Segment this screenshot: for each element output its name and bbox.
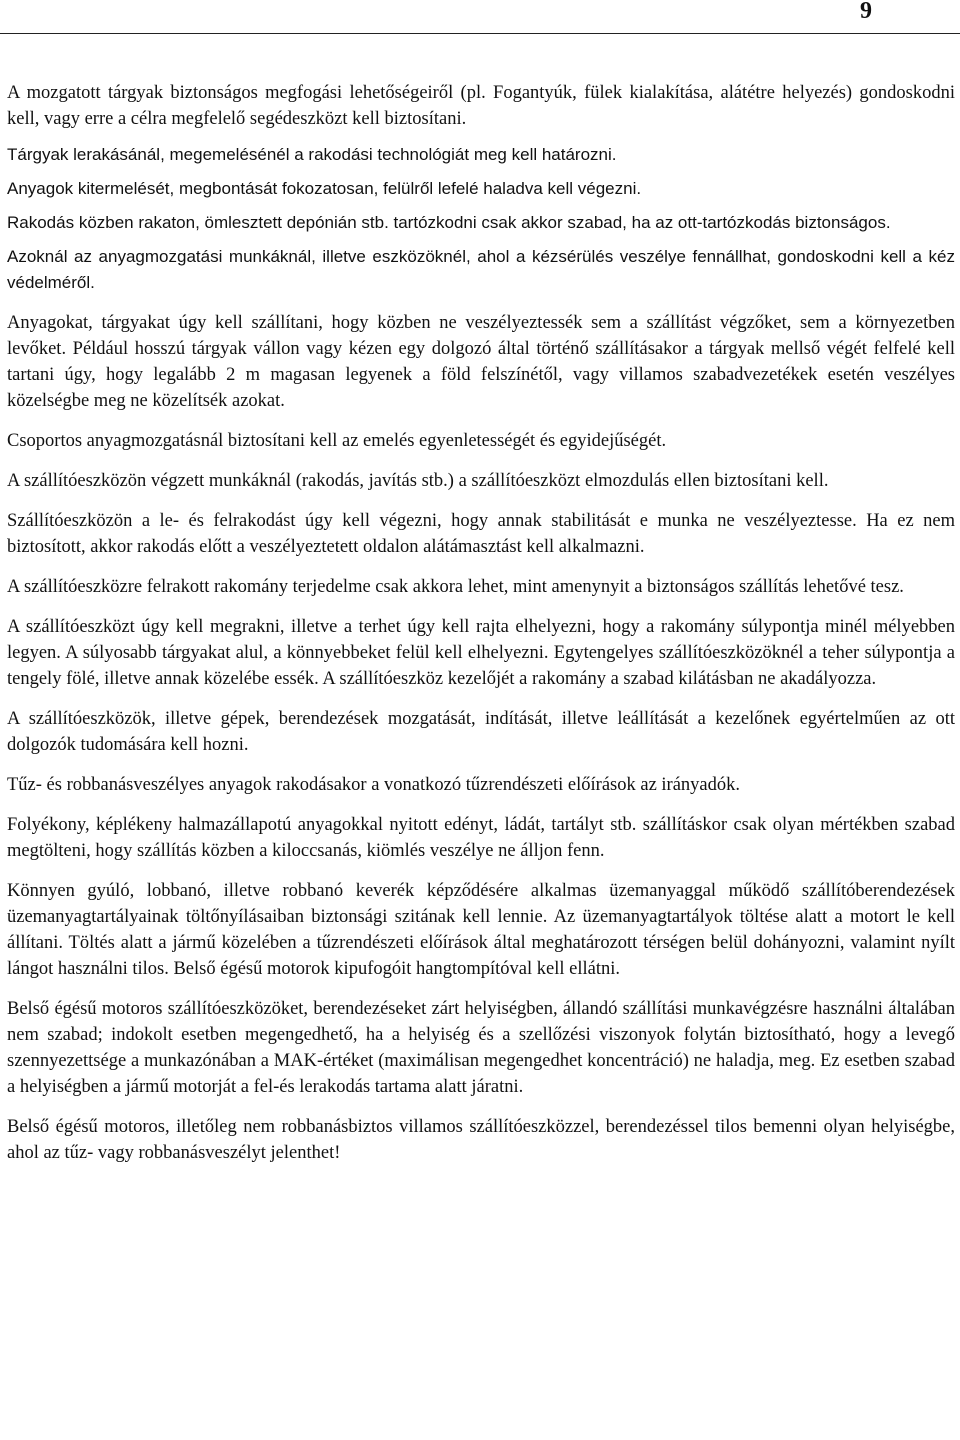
page-number: 9 — [860, 0, 872, 24]
paragraph-explosion-risk: Belső égésű motoros, illetőleg nem robbanásbiztos villamos szállítóeszközzel, berendezéssel tilos bemenni olyan helyiségbe, ahol az tűz- vagy robbanásveszélyt jelenthet! — [7, 1117, 955, 1163]
paragraph-stockpile-presence: Rakodás közben rakaton, ömlesztett depónián stb. tartózkodni csak akkor szabad, ha az ott-tartózkodás biztonságos. — [7, 213, 891, 232]
paragraph-vehicle-securing: A szállítóeszközön végzett munkáknál (rakodás, javítás stb.) a szállítóeszközt elmozdulás ellen biztosítani kell. — [7, 471, 829, 491]
paragraph-operator-notice: A szállítóeszközök, illetve gépek, berendezések mozgatását, indítását, illetve leállítását a kezelőnek egyértelműen az ott dolgozók tudomására kell hozni. — [7, 709, 955, 755]
paragraph-load-size: A szállítóeszközre felrakott rakomány terjedelme csak akkora lehet, mint amenynyit a biztonságos szállítás lehetővé tesz. — [7, 577, 904, 597]
paragraph-hand-protection: Azoknál az anyagmozgatási munkáknál, illetve eszközöknél, ahol a kézsérülés veszélye fennállhat, gondoskodni kell a kéz védelméről. — [7, 247, 955, 292]
paragraph-unloading-technology: Tárgyak lerakásánál, megemelésénél a rakodási technológiát meg kell határozni. — [7, 145, 617, 164]
paragraph-fuel-refilling: Könnyen gyúló, lobbanó, illetve robbanó keverék képződésére alkalmas üzemanyaggal működő szállítóberendezések üzemanyagtartályainak töltőnyílásaiban biztonsági szitának kell lennie. Az üzemanyagtartályok töltése alatt a motort le kell állítani. Töltés alatt a jármű közelében a tűzrendészeti előírások által meghatározott térségen belül dohányozni, valamint nyílt lángot használni tilos. Belső égésű motorok kipufogóit hangtompítóval kell ellátni. — [7, 881, 955, 979]
paragraph-liquid-containers: Folyékony, képlékeny halmazállapotú anyagokkal nyitott edényt, ládát, tartályt stb. szállításkor csak olyan mértékben szabad megtölteni, hogy szállítás közben a kiloccsanás, kiömlés veszélye ne álljon fenn. — [7, 815, 955, 861]
paragraph-load-placement: A szállítóeszközt úgy kell megrakni, illetve a terhet úgy kell rajta elhelyezni, hogy a rakomány súlypontja minél mélyebben legyen. A súlyosabb tárgyakat alul, a könnyebbeket felül kell elhelyezni. Egytengelyes szállítóeszközöknél a teher súlypontja a tengely fölé, illetve annak közelébe essék. A szállítóeszköz kezelőjét a rakomány a szabad kilátásban ne akadályozza. — [7, 617, 955, 689]
header-rule — [0, 33, 960, 34]
paragraph-fire-hazard: Tűz- és robbanásveszélyes anyagok rakodásakor a vonatkozó tűzrendészeti előírások az irányadók. — [7, 775, 741, 795]
document-body — [7, 80, 955, 1180]
paragraph-grip-safety: A mozgatott tárgyak biztonságos megfogási lehetőségeiről (pl. Fogantyúk, fülek kialakítása, alátétre helyezés) gondoskodni kell, vagy erre a célra megfelelő segédeszközt kell biztosítani. — [7, 83, 955, 129]
paragraph-material-extraction: Anyagok kitermelését, megbontását fokozatosan, felülről lefelé haladva kell végezni. — [7, 179, 642, 198]
paragraph-group-handling: Csoportos anyagmozgatásnál biztosítani kell az emelés egyenletességét és egyidejűségét. — [7, 431, 667, 451]
paragraph-loading-stability: Szállítóeszközön a le- és felrakodást úgy kell végezni, hogy annak stabilitását e munka ne veszélyeztesse. Ha ez nem biztosított, akkor rakodás előtt a veszélyeztetett oldalon alátámasztást kell alkalmazni. — [7, 511, 955, 557]
paragraph-enclosed-engines: Belső égésű motoros szállítóeszközöket, berendezéseket zárt helyiségben, állandó szállítási munkavégzésre használni általában nem szabad; indokolt esetben megengedhető, ha a helyiség és a szellőzési viszonyok folytán biztosítható, hogy a levegő szennyezettsége a munkazónában a MAK-értéket (maximálisan megengedhet koncentráció) ne haladja, meg. Ez esetben szabad a helyiségben a jármű motorját a fel-és lerakodás tartama alatt járatni. — [7, 999, 955, 1097]
paragraph-safe-transport: Anyagokat, tárgyakat úgy kell szállítani, hogy közben ne veszélyeztessék sem a szállítást végzőket, sem a környezetben levőket. Például hosszú tárgyak vállon vagy kézen egy dolgozó által történő szállításakor a tárgyak mellső végét felfelé kell tartani úgy, hogy legalább 2 m magasan legyenek a föld felszínétől, vagy villamos szabadvezetékek esetén veszélyes közelségbe meg ne közelítsék azokat. — [7, 313, 955, 411]
